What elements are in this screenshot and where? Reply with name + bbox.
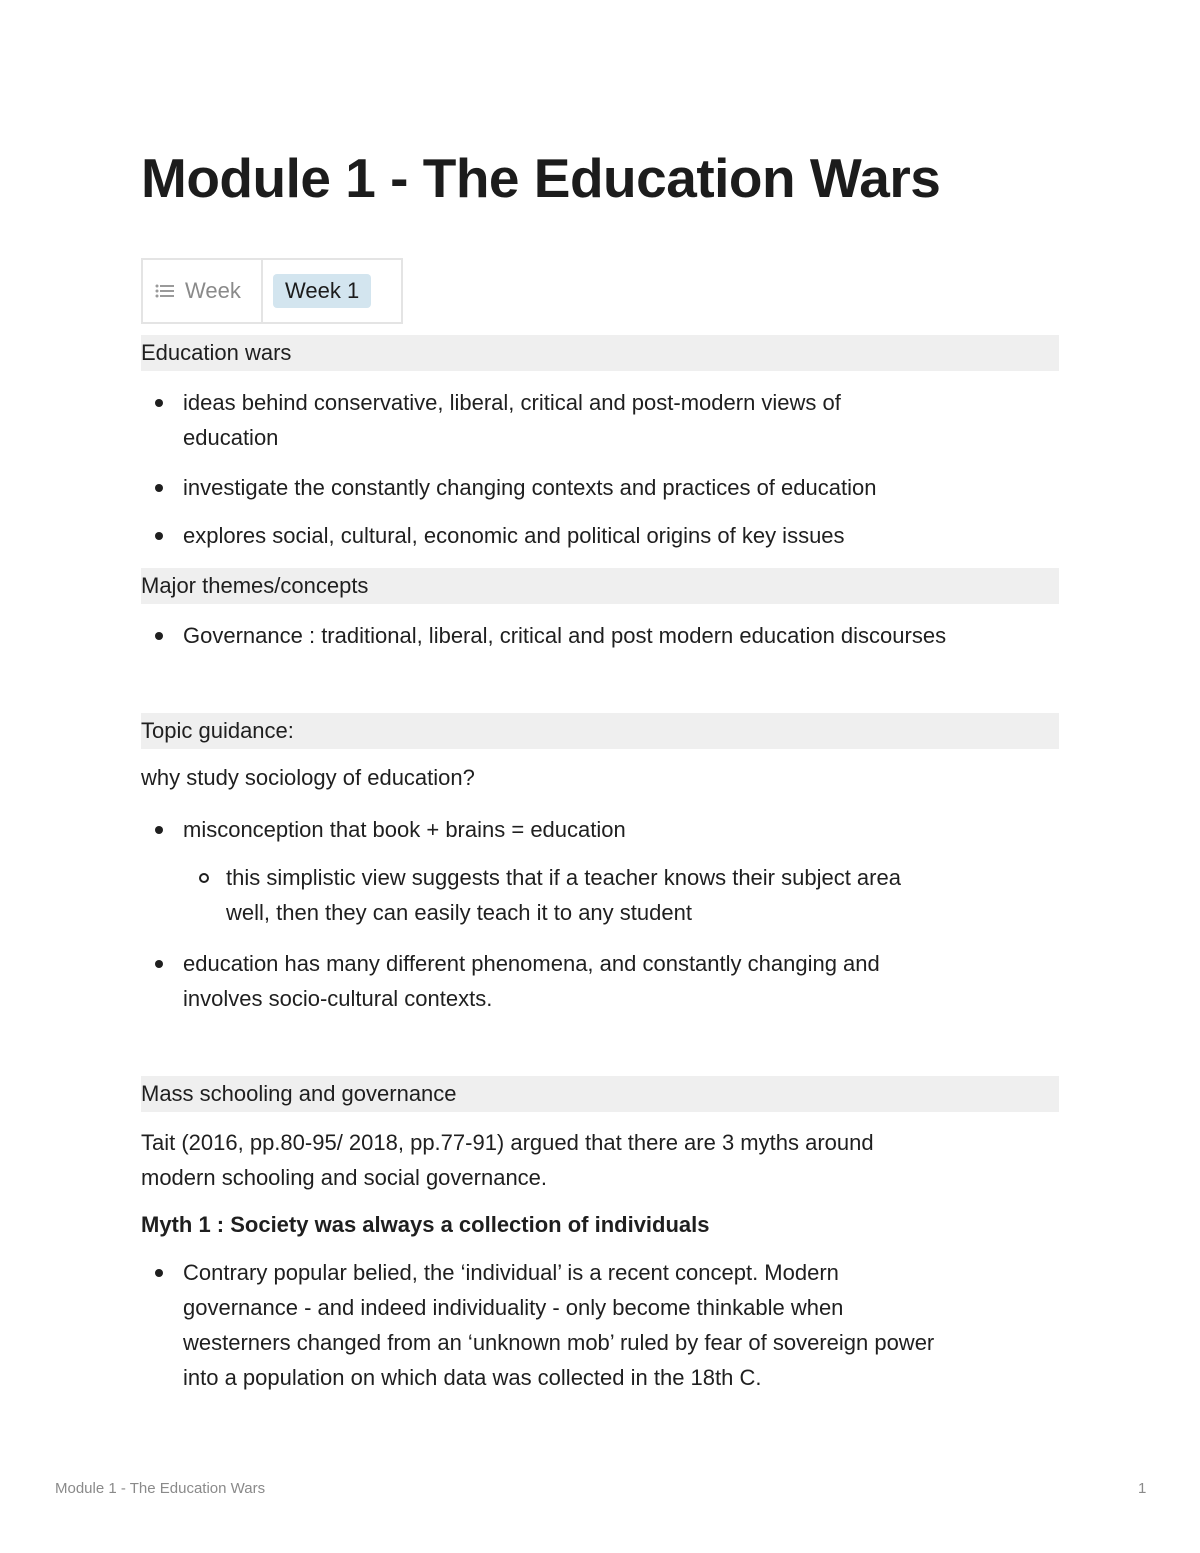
footer-title: Module 1 - The Education Wars bbox=[55, 1480, 266, 1497]
list-item: explores social, cultural, economic and political origins of key issues bbox=[183, 518, 1063, 553]
page-number: 1 bbox=[1138, 1480, 1147, 1497]
page-title: Module 1 - The Education Wars bbox=[141, 147, 941, 209]
property-name: Week bbox=[185, 278, 241, 303]
myth-heading: Myth 1 : Society was always a collection of individuals bbox=[141, 1212, 710, 1237]
week-tag[interactable]: Week 1 bbox=[273, 274, 371, 308]
section-heading-major-themes: Major themes/concepts bbox=[141, 568, 1059, 604]
section-heading-education-wars: Education wars bbox=[141, 335, 1059, 371]
list-item bbox=[183, 385, 1063, 455]
list-item-text: education has many different phenomena, and constantly changing and bbox=[183, 951, 880, 976]
list-icon bbox=[155, 283, 175, 299]
list-item-text: involves socio-cultural contexts. bbox=[183, 986, 493, 1011]
sub-list-item bbox=[226, 860, 1026, 930]
section-heading-topic-guidance: Topic guidance: bbox=[141, 713, 1059, 749]
paragraph-line: Tait (2016, pp.80-95/ 2018, pp.77-91) argued that there are 3 myths around bbox=[141, 1130, 874, 1155]
list-item-text: ideas behind conservative, liberal, critical and post-modern views of bbox=[183, 390, 841, 415]
property-value-cell[interactable] bbox=[263, 260, 401, 322]
sub-list-item-text: well, then they can easily teach it to any student bbox=[226, 900, 692, 925]
week-property bbox=[141, 258, 403, 324]
list-item-text: governance - and indeed individuality - only become thinkable when bbox=[183, 1295, 844, 1320]
property-name-cell bbox=[143, 260, 263, 322]
list-item: investigate the constantly changing contexts and practices of education bbox=[183, 470, 1063, 505]
list-item-text: education bbox=[183, 425, 279, 450]
list-item: Governance : traditional, liberal, critical and post modern education discourses bbox=[183, 618, 1063, 653]
list-item-text: westerners changed from an ‘unknown mob’ ruled by fear of sovereign power bbox=[183, 1330, 935, 1355]
list-item bbox=[183, 946, 1063, 1016]
section-heading-mass-schooling: Mass schooling and governance bbox=[141, 1076, 1059, 1112]
list-item: misconception that book + brains = education bbox=[183, 812, 1063, 847]
list-item-text: Contrary popular belied, the ‘individual’ is a recent concept. Modern bbox=[183, 1260, 839, 1285]
sub-list-item-text: this simplistic view suggests that if a teacher knows their subject area bbox=[226, 865, 901, 890]
paragraph-line: modern schooling and social governance. bbox=[141, 1165, 548, 1190]
list-item bbox=[183, 1255, 1063, 1395]
list-item-text: into a population on which data was collected in the 18th C. bbox=[183, 1365, 762, 1390]
topic-intro: why study sociology of education? bbox=[141, 765, 475, 790]
